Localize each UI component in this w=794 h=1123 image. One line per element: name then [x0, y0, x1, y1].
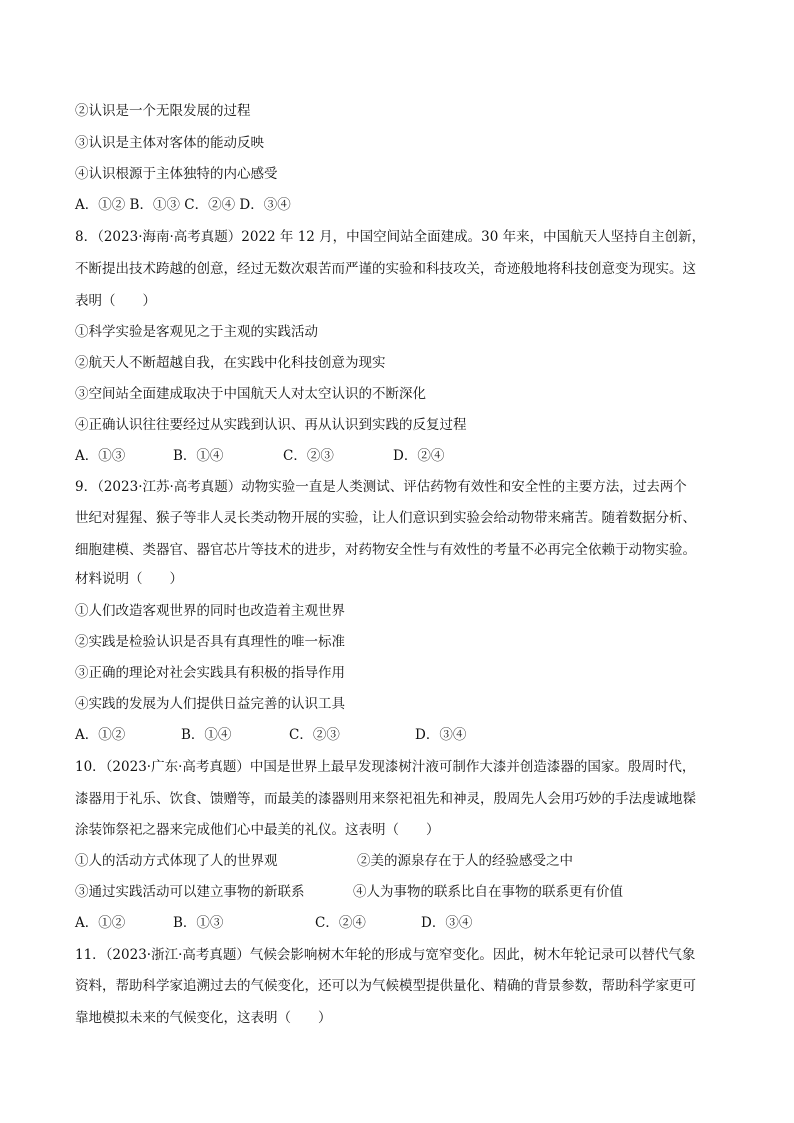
q10-answer-d: D．③④ — [421, 915, 473, 931]
q8-stem-line-3: 表明（ ） — [75, 293, 156, 309]
q7-answer-choices: A．①② B．①③ C．②④ D．③④ — [75, 197, 291, 213]
q8-option-3: ③空间站全面建成取决于中国航天人对太空认识的不断深化 — [75, 386, 426, 402]
q11-stem-line-3: 靠地模拟未来的气候变化，这表明（ ） — [75, 1010, 332, 1026]
q8-answer-a: A．①③ — [75, 448, 126, 464]
q10-option-4: ④人为事物的联系比自在事物的联系更有价值 — [353, 884, 623, 900]
q7-option-2: ②认识是一个无限发展的过程 — [75, 103, 251, 119]
q10-options-row-2 — [75, 882, 735, 902]
q9-stem-line-4: 材料说明（ ） — [75, 571, 183, 587]
q10-answer-choices — [75, 913, 735, 933]
q9-answer-c: C．②③ — [289, 727, 340, 743]
q9-answer-b: B．①④ — [181, 727, 232, 743]
q9-answer-a: A．①② — [75, 727, 126, 743]
q10-answer-a: A．①② — [75, 915, 126, 931]
q8-stem-line-1: 8．（2023·海南·高考真题）2022 年 12 月，中国空间站全面建成。30 年来，中国航天人坚持自主创新， — [75, 229, 706, 245]
q9-stem-line-3: 细胞建模、类器官、器官芯片等技术的进步，对药物安全性与有效性的考量不必再完全依赖于动物实验。 — [75, 542, 696, 558]
q10-stem-line-2: 漆器用于礼乐、饮食、馈赠等，而最美的漆器则用来祭祀祖先和神灵，殷周先人会用巧妙的手法虔诚地髹 — [75, 791, 696, 807]
q11-stem-line-2: 资料，帮助科学家追溯过去的气候变化，还可以为气候模型提供量化、精确的背景参数，帮助科学家更可 — [75, 978, 696, 994]
q8-option-4: ④正确认识往往要经过从实践到认识、再从认识到实践的反复过程 — [75, 417, 467, 433]
q9-answer-d: D．③④ — [415, 727, 467, 743]
q8-answer-d: D．②④ — [393, 448, 445, 464]
q8-answer-choices — [75, 446, 735, 466]
q8-option-2: ②航天人不断超越自我，在实践中化科技创意为现实 — [75, 355, 386, 371]
q10-answer-b: B．①③ — [173, 915, 224, 931]
q8-answer-c: C．②③ — [283, 448, 334, 464]
q8-stem-line-2: 不断提出技术跨越的创意，经过无数次艰苦而严谨的实验和科技攻关，奇迹般地将科技创意变为现实。这 — [75, 261, 696, 277]
q10-stem-line-3: 涂装饰祭祀之器来完成他们心中最美的礼仪。这表明（ ） — [75, 822, 440, 838]
q10-option-3: ③通过实践活动可以建立事物的新联系 — [75, 884, 305, 900]
q10-option-1: ①人的活动方式体现了人的世界观 — [75, 853, 278, 869]
q10-stem-line-1: 10．（2023·广东·高考真题）中国是世界上最早发现漆树汁液可制作大漆并创造漆器的国家。殷周时代， — [75, 759, 696, 775]
q9-option-2: ②实践是检验认识是否具有真理性的唯一标准 — [75, 634, 345, 650]
q10-options-row-1 — [75, 851, 735, 871]
q7-option-4: ④认识根源于主体独特的内心感受 — [75, 166, 278, 182]
q9-answer-choices — [75, 725, 735, 745]
q9-option-3: ③正确的理论对社会实践具有积极的指导作用 — [75, 665, 345, 681]
q9-stem-line-1: 9．（2023·江苏·高考真题）动物实验一直是人类测试、评估药物有效性和安全性的主要方法，过去两个 — [75, 479, 687, 495]
q11-stem-line-1: 11．（2023·浙江·高考真题）气候会影响树木年轮的形成与宽窄变化。因此，树木年轮记录可以替代气象 — [75, 947, 696, 963]
q10-option-2: ②美的源泉存在于人的经验感受之中 — [357, 853, 573, 869]
q8-answer-b: B．①④ — [173, 448, 224, 464]
q9-stem-line-2: 世纪对猩猩、猴子等非人灵长类动物开展的实验，让人们意识到实验会给动物带来痛苦。随着数据分析、 — [75, 510, 696, 526]
q9-option-1: ①人们改造客观世界的同时也改造着主观世界 — [75, 603, 345, 619]
q7-option-3: ③认识是主体对客体的能动反映 — [75, 135, 264, 151]
q10-answer-c: C．②④ — [315, 915, 366, 931]
q9-option-4: ④实践的发展为人们提供日益完善的认识工具 — [75, 696, 345, 712]
q8-option-1: ①科学实验是客观见之于主观的实践活动 — [75, 324, 318, 340]
